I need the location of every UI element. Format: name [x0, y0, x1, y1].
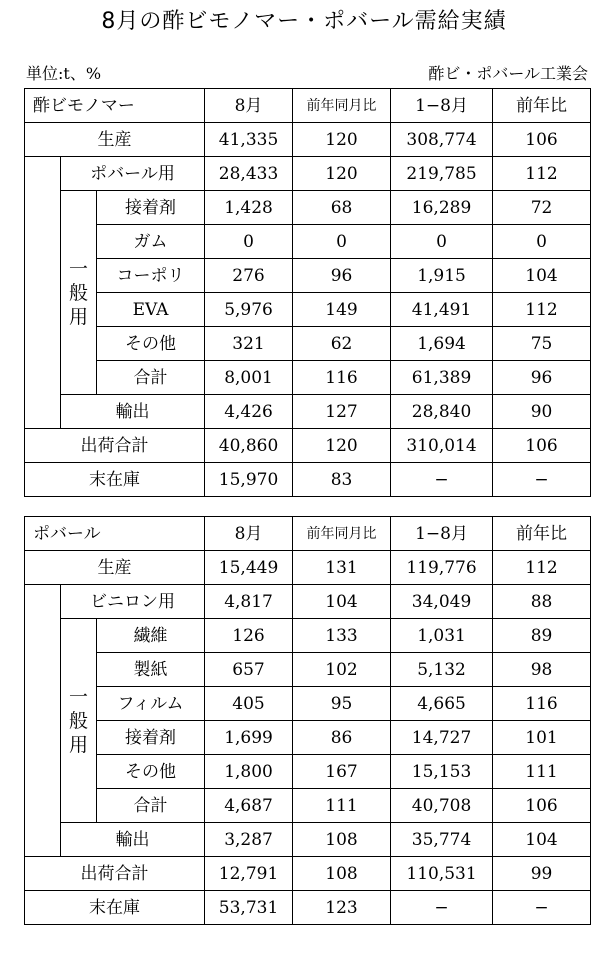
row-label: 接着剤 — [97, 191, 205, 225]
cell-yoy-ytd: 112 — [493, 157, 591, 191]
table-row — [25, 721, 591, 755]
cell-yoy-ytd: 111 — [493, 755, 591, 789]
col-header-yoy-month: 前年同月比 — [293, 517, 391, 551]
row-label: 生産 — [25, 551, 205, 585]
cell-month: 1,800 — [205, 755, 293, 789]
cell-yoy-month: 102 — [293, 653, 391, 687]
cell-ytd: 61,389 — [391, 361, 493, 395]
table-row — [25, 789, 591, 823]
cell-yoy-month: 116 — [293, 361, 391, 395]
cell-ytd: 1,915 — [391, 259, 493, 293]
cell-ytd: 1,694 — [391, 327, 493, 361]
col-header-yoy-month: 前年同月比 — [293, 89, 391, 123]
row-label: ガム — [97, 225, 205, 259]
table-row — [25, 191, 591, 225]
cell-ytd: 41,491 — [391, 293, 493, 327]
cell-yoy-month: 68 — [293, 191, 391, 225]
table-row — [25, 395, 591, 429]
cell-ytd: 14,727 — [391, 721, 493, 755]
cell-month: 4,426 — [205, 395, 293, 429]
row-label: 合計 — [97, 789, 205, 823]
cell-yoy-month: 62 — [293, 327, 391, 361]
cell-yoy-month: 123 — [293, 891, 391, 925]
cell-yoy-ytd: 106 — [493, 789, 591, 823]
cell-month: 12,791 — [205, 857, 293, 891]
table-row — [25, 361, 591, 395]
cell-ytd: 0 — [391, 225, 493, 259]
cell-yoy-month: 104 — [293, 585, 391, 619]
cell-ytd: 310,014 — [391, 429, 493, 463]
table-row — [25, 653, 591, 687]
cell-yoy-ytd: 106 — [493, 429, 591, 463]
cell-yoy-month: 96 — [293, 259, 391, 293]
table-row — [25, 755, 591, 789]
cell-ytd: − — [391, 463, 493, 497]
cell-month: 1,428 — [205, 191, 293, 225]
cell-month: 321 — [205, 327, 293, 361]
table-row — [25, 225, 591, 259]
general-use-label — [61, 619, 97, 823]
cell-month: 276 — [205, 259, 293, 293]
table-row — [25, 551, 591, 585]
cell-yoy-ytd: 104 — [493, 823, 591, 857]
row-label: 末在庫 — [25, 891, 205, 925]
cell-yoy-month: 83 — [293, 463, 391, 497]
cell-yoy-ytd: 89 — [493, 619, 591, 653]
cell-yoy-ytd: 106 — [493, 123, 591, 157]
row-label: 接着剤 — [97, 721, 205, 755]
col-header-month: 8月 — [205, 517, 293, 551]
cell-ytd: 1,031 — [391, 619, 493, 653]
col-header-ytd: 1−8月 — [391, 89, 493, 123]
poval-table — [24, 516, 591, 925]
page-title: 8月の酢ビモノマー・ポバール需給実績 — [101, 9, 507, 34]
row-label: その他 — [97, 755, 205, 789]
row-label: 輸出 — [61, 823, 205, 857]
cell-month: 40,860 — [205, 429, 293, 463]
cell-month: 15,970 — [205, 463, 293, 497]
cell-month: 5,976 — [205, 293, 293, 327]
table-row — [25, 259, 591, 293]
cell-yoy-month: 133 — [293, 619, 391, 653]
cell-month: 8,001 — [205, 361, 293, 395]
cell-yoy-ytd: 88 — [493, 585, 591, 619]
cell-yoy-month: 108 — [293, 857, 391, 891]
cell-yoy-month: 149 — [293, 293, 391, 327]
cell-yoy-ytd: 116 — [493, 687, 591, 721]
cell-yoy-month: 120 — [293, 123, 391, 157]
cell-yoy-month: 86 — [293, 721, 391, 755]
cell-yoy-ytd: 99 — [493, 857, 591, 891]
general-use-label — [61, 191, 97, 395]
cell-month: 405 — [205, 687, 293, 721]
cell-yoy-ytd: 96 — [493, 361, 591, 395]
cell-ytd: − — [391, 891, 493, 925]
col-header-yoy-ytd: 前年比 — [493, 89, 591, 123]
cell-ytd: 5,132 — [391, 653, 493, 687]
row-label: ビニロン用 — [61, 585, 205, 619]
cell-ytd: 35,774 — [391, 823, 493, 857]
cell-yoy-month: 120 — [293, 429, 391, 463]
cell-yoy-month: 95 — [293, 687, 391, 721]
col-header-ytd: 1−8月 — [391, 517, 493, 551]
row-label: EVA — [97, 293, 205, 327]
cell-yoy-month: 127 — [293, 395, 391, 429]
table-row — [25, 857, 591, 891]
cell-yoy-ytd: − — [493, 463, 591, 497]
cell-ytd: 110,531 — [391, 857, 493, 891]
cell-month: 1,699 — [205, 721, 293, 755]
indent-cell — [25, 157, 61, 429]
section-name: ポバール — [25, 517, 205, 551]
cell-yoy-month: 167 — [293, 755, 391, 789]
cell-yoy-month: 111 — [293, 789, 391, 823]
table-row — [25, 823, 591, 857]
unit-label: 単位:t、% — [26, 64, 102, 83]
general-use-text: 一般用 — [69, 257, 89, 328]
row-label: 製紙 — [97, 653, 205, 687]
row-label: その他 — [97, 327, 205, 361]
cell-ytd: 40,708 — [391, 789, 493, 823]
cell-month: 53,731 — [205, 891, 293, 925]
cell-ytd: 16,289 — [391, 191, 493, 225]
cell-yoy-ytd: 98 — [493, 653, 591, 687]
cell-yoy-ytd: 112 — [493, 293, 591, 327]
cell-month: 126 — [205, 619, 293, 653]
cell-yoy-ytd: 75 — [493, 327, 591, 361]
cell-month: 28,433 — [205, 157, 293, 191]
monomer-table — [24, 88, 591, 497]
row-label: 生産 — [25, 123, 205, 157]
cell-month: 4,817 — [205, 585, 293, 619]
general-use-text: 一般用 — [69, 685, 89, 756]
source-label: 酢ビ・ポバール工業会 — [428, 64, 588, 83]
table-header-row — [25, 517, 591, 551]
cell-yoy-ytd: − — [493, 891, 591, 925]
cell-month: 3,287 — [205, 823, 293, 857]
row-label: 繊維 — [97, 619, 205, 653]
cell-yoy-ytd: 104 — [493, 259, 591, 293]
col-header-month: 8月 — [205, 89, 293, 123]
row-label: 出荷合計 — [25, 857, 205, 891]
cell-ytd: 15,153 — [391, 755, 493, 789]
table-row — [25, 157, 591, 191]
cell-yoy-ytd: 0 — [493, 225, 591, 259]
section-name: 酢ビモノマー — [25, 89, 205, 123]
cell-month: 41,335 — [205, 123, 293, 157]
cell-yoy-ytd: 101 — [493, 721, 591, 755]
col-header-yoy-ytd: 前年比 — [493, 517, 591, 551]
table-row — [25, 293, 591, 327]
table-row — [25, 327, 591, 361]
cell-yoy-ytd: 72 — [493, 191, 591, 225]
table-row — [25, 891, 591, 925]
row-label: 輸出 — [61, 395, 205, 429]
cell-yoy-month: 108 — [293, 823, 391, 857]
row-label: ポバール用 — [61, 157, 205, 191]
cell-yoy-ytd: 112 — [493, 551, 591, 585]
table-row — [25, 429, 591, 463]
row-label: コーポリ — [97, 259, 205, 293]
table-row — [25, 463, 591, 497]
cell-ytd: 219,785 — [391, 157, 493, 191]
cell-ytd: 308,774 — [391, 123, 493, 157]
cell-month: 0 — [205, 225, 293, 259]
cell-ytd: 34,049 — [391, 585, 493, 619]
table-row — [25, 585, 591, 619]
cell-month: 15,449 — [205, 551, 293, 585]
table-row — [25, 687, 591, 721]
indent-cell — [25, 585, 61, 857]
cell-yoy-month: 0 — [293, 225, 391, 259]
row-label: 出荷合計 — [25, 429, 205, 463]
cell-ytd: 28,840 — [391, 395, 493, 429]
row-label: フィルム — [97, 687, 205, 721]
table-row — [25, 619, 591, 653]
cell-yoy-ytd: 90 — [493, 395, 591, 429]
row-label: 合計 — [97, 361, 205, 395]
table-row — [25, 123, 591, 157]
cell-month: 4,687 — [205, 789, 293, 823]
cell-yoy-month: 120 — [293, 157, 391, 191]
cell-yoy-month: 131 — [293, 551, 391, 585]
cell-ytd: 4,665 — [391, 687, 493, 721]
table-header-row — [25, 89, 591, 123]
cell-ytd: 119,776 — [391, 551, 493, 585]
row-label: 末在庫 — [25, 463, 205, 497]
cell-month: 657 — [205, 653, 293, 687]
